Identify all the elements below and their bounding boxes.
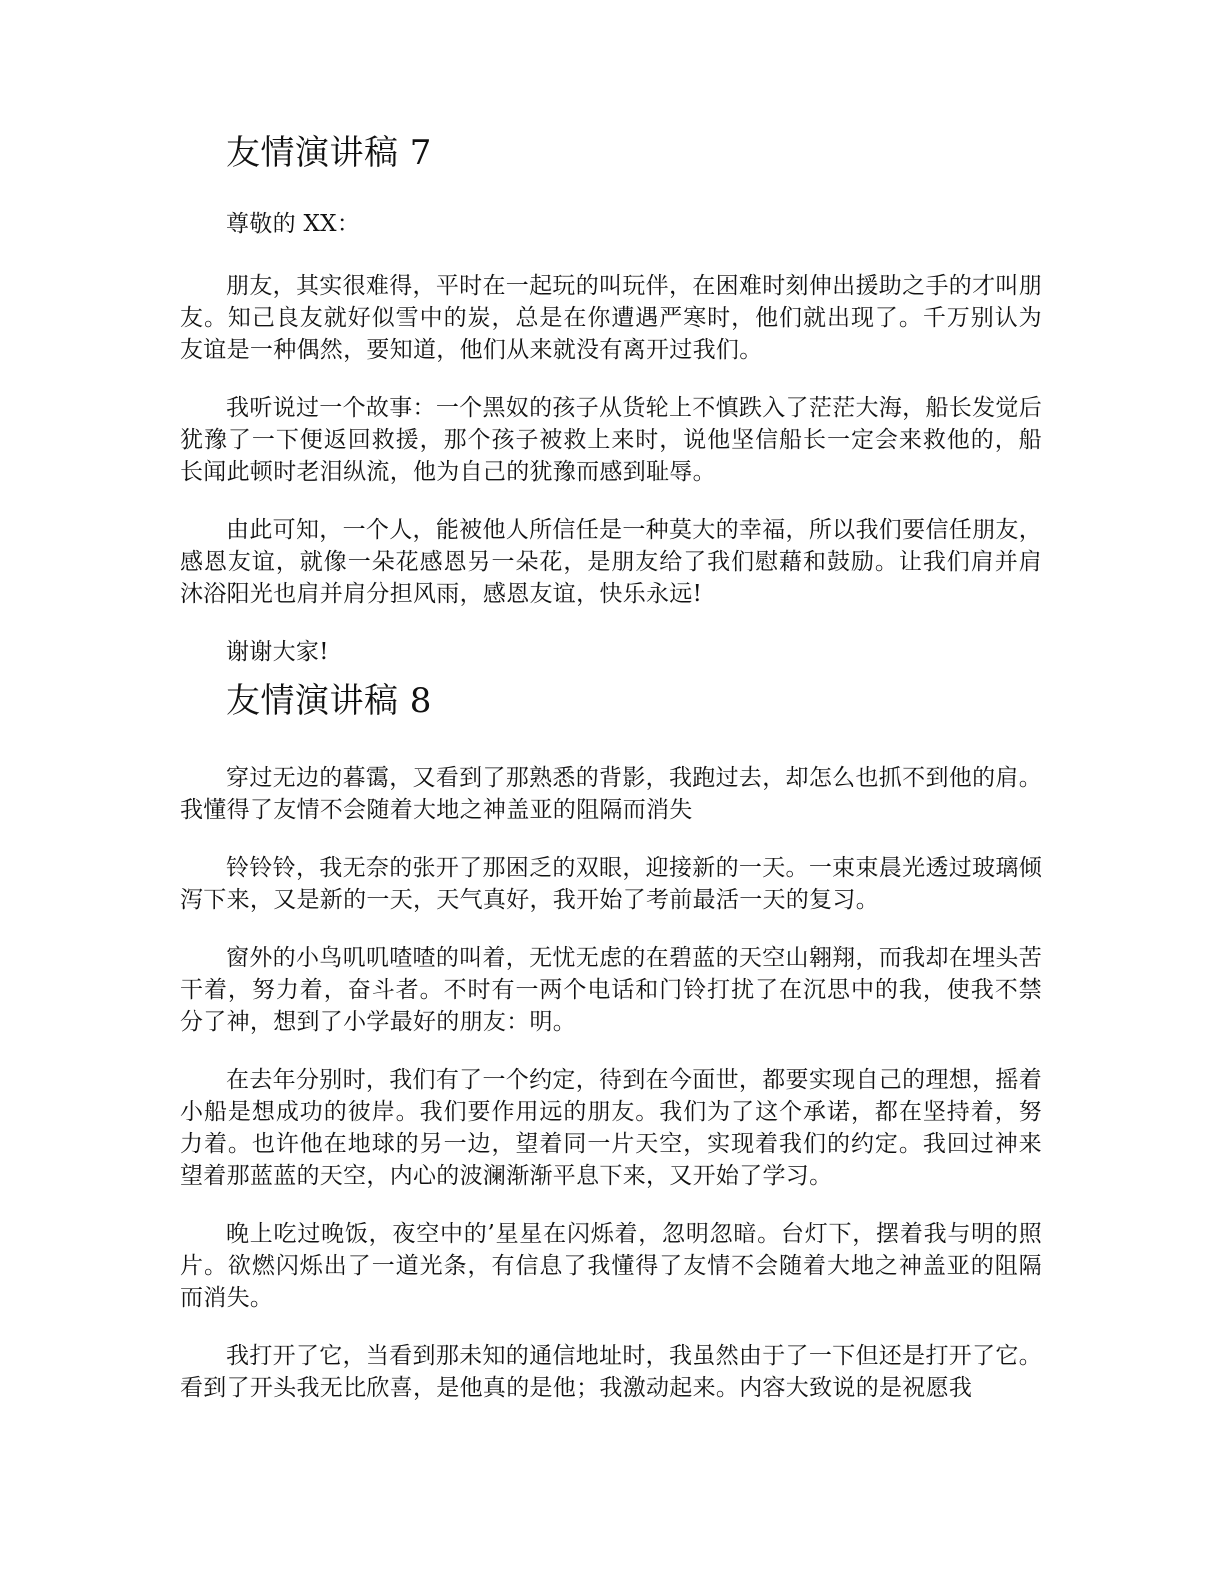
section-title-7: 友情演讲稿 7 xyxy=(226,133,432,173)
section-title-8: 友情演讲稿 8 xyxy=(226,681,432,721)
paragraph-8-1: 穿过无边的暮霭，又看到了那熟悉的背影，我跑过去，却怎么也抓不到他的肩。我懂得了友情不会随着大地之神盖亚的阻隔而消失 xyxy=(180,765,1042,823)
paragraph-8-2: 铃铃铃，我无奈的张开了那困乏的双眼，迎接新的一天。一束束晨光透过玻璃倾泻下来，又是新的一天，天气真好，我开始了考前最活一天的复习。 xyxy=(180,855,1042,913)
paragraph-8-4: 在去年分别时，我们有了一个约定，待到在今面世，都要实现自己的理想，摇着小船是想成功的彼岸。我们要作用远的朋友。我们为了这个承诺，都在坚持着，努力着。也许他在地球的另一边，望着同一片天空，实现着我们的约定。我回过神来望着那蓝蓝的天空，内心的波澜渐渐平息下来，又开始了学习。 xyxy=(180,1067,1042,1189)
paragraph-8-3: 窗外的小鸟叽叽喳喳的叫着，无忧无虑的在碧蓝的天空山翱翔，而我却在埋头苦干着，努力着，奋斗者。不时有一两个电话和门铃打扰了在沉思中的我，使我不禁分了神，想到了小学最好的朋友：明。 xyxy=(180,945,1042,1035)
paragraph-8-6: 我打开了它，当看到那未知的通信地址时，我虽然由于了一下但还是打开了它。看到了开头我无比欣喜，是他真的是他；我激动起来。内容大致说的是祝愿我 xyxy=(180,1343,1042,1401)
paragraph-7-3: 由此可知，一个人，能被他人所信任是一种莫大的幸福，所以我们要信任朋友，感恩友谊，就像一朵花感恩另一朵花，是朋友给了我们慰藉和鼓励。让我们肩并肩沐浴阳光也肩并肩分担风雨，感恩友谊，快乐永远! xyxy=(180,517,1042,607)
paragraph-7-2: 我听说过一个故事：一个黑奴的孩子从货轮上不慎跌入了茫茫大海，船长发觉后犹豫了一下便返回救援，那个孩子被救上来时，说他坚信船长一定会来救他的，船长闻此顿时老泪纵流，他为自己的犹豫而感到耻辱。 xyxy=(180,395,1042,485)
paragraph-8-5: 晚上吃过晚饭，夜空中的’星星在闪烁着，忽明忽暗。台灯下，摆着我与明的照片。欲燃闪烁出了一道光条，有信息了我懂得了友情不会随着大地之神盖亚的阻隔而消失。 xyxy=(180,1221,1042,1311)
salutation: 尊敬的 XX： xyxy=(226,211,361,237)
paragraph-7-1: 朋友，其实很难得，平时在一起玩的叫玩伴，在困难时刻伸出援助之手的才叫朋友。知己良友就好似雪中的炭，总是在你遭遇严寒时，他们就出现了。千万别认为友谊是一种偶然，要知道，他们从来就没有离开过我们。 xyxy=(180,273,1042,363)
closing: 谢谢大家! xyxy=(226,639,329,665)
document-body xyxy=(180,128,1042,1430)
